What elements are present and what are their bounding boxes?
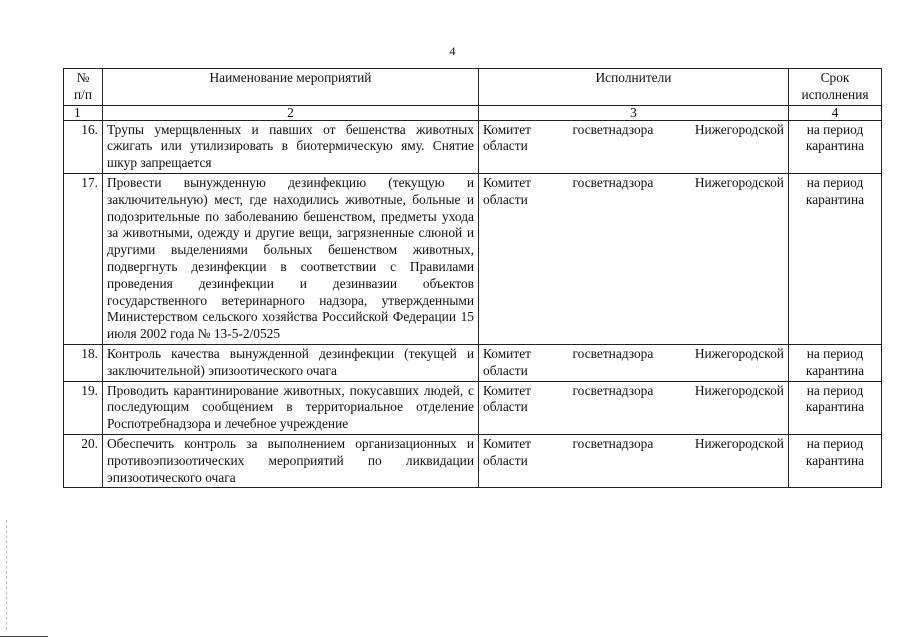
row-number: 20. [64, 434, 103, 487]
row-measure: Проводить карантинирование животных, покусавших людей, с последующим сообщением в территориальное отделение Роспотребнадзора и лечебное учреждение [103, 381, 479, 434]
executor-word: госветнадзора [572, 345, 654, 361]
executor-region: области [483, 191, 528, 207]
executor-word: Комитет [483, 382, 531, 398]
row-term: на период карантина [789, 381, 882, 434]
measures-table [63, 68, 882, 488]
row-executor [479, 434, 789, 487]
executor-word: Нижегородской [694, 435, 784, 451]
row-measure: Трупы умерщвленных и павших от бешенства животных сжигать или утилизировать в биотермическую яму. Снятие шкур запрещается [103, 120, 479, 173]
executor-word: Нижегородской [694, 174, 784, 190]
column-number-4: 4 [789, 105, 882, 120]
executor-word: Комитет [483, 435, 531, 451]
table-row [64, 344, 882, 381]
table-row [64, 381, 882, 434]
header-executors: Исполнители [479, 69, 789, 106]
table-row [64, 434, 882, 487]
executor-word: госветнадзора [572, 121, 654, 137]
row-term: на период карантина [789, 173, 882, 344]
executor-word: госветнадзора [572, 382, 654, 398]
executor-word: госветнадзора [572, 435, 654, 451]
header-number-line1: № [76, 70, 90, 85]
table-row [64, 120, 882, 173]
header-term-line2: исполнения [801, 86, 869, 102]
column-number-2: 2 [103, 105, 479, 120]
row-term: на период карантина [789, 120, 882, 173]
executor-word: Нижегородской [694, 121, 784, 137]
executor-region: области [483, 452, 528, 468]
row-measure: Обеспечить контроль за выполнением организационных и противоэпизоотических мероприятий по ликвидации эпизоотического очага [103, 434, 479, 487]
executor-word: Комитет [483, 174, 531, 190]
executor-word: госветнадзора [572, 174, 654, 190]
table-row [64, 173, 882, 344]
row-executor [479, 381, 789, 434]
executor-word: Комитет [483, 345, 531, 361]
row-number: 17. [64, 173, 103, 344]
row-number: 19. [64, 381, 103, 434]
header-term-line1: Срок [820, 70, 850, 85]
executor-region: области [483, 399, 528, 415]
row-executor [479, 120, 789, 173]
row-term: на период карантина [789, 434, 882, 487]
column-number-1: 1 [64, 105, 103, 120]
page-number: 4 [449, 44, 456, 58]
column-number-row [64, 105, 882, 120]
executor-word: Комитет [483, 121, 531, 137]
header-number-line2: п/п [73, 86, 93, 102]
row-measure: Провести вынужденную дезинфекцию (текущую и заключительную) мест, где находились животные, больные и подозрительные по заболеванию бешенством, предметы ухода за животными, одежду и другие вещи, загрязненные слюной и другими выделениями больных бешенством животных, подвергнуть дезинфекции в соответствии с Правилами проведения дезинфекции и дезинвазии объектов государственного ветеринарного надзора, утвержденными Министерством сельского хозяйства Российской Федерации 15 июля 2002 года № 13-5-2/0525 [103, 173, 479, 344]
row-measure: Контроль качества вынужденной дезинфекции (текущей и заключительной) эпизоотического очага [103, 344, 479, 381]
row-number: 16. [64, 120, 103, 173]
row-executor [479, 344, 789, 381]
executor-region: области [483, 138, 528, 154]
table-header-row [64, 69, 882, 106]
header-term [789, 69, 882, 106]
executor-word: Нижегородской [694, 382, 784, 398]
header-measure-name: Наименование мероприятий [103, 69, 479, 106]
row-executor [479, 173, 789, 344]
margin-dashes [6, 520, 8, 630]
margin-line [0, 636, 48, 637]
row-number: 18. [64, 344, 103, 381]
column-number-3: 3 [479, 105, 789, 120]
header-number [64, 69, 103, 106]
executor-word: Нижегородской [694, 345, 784, 361]
row-term: на период карантина [789, 344, 882, 381]
executor-region: области [483, 362, 528, 378]
